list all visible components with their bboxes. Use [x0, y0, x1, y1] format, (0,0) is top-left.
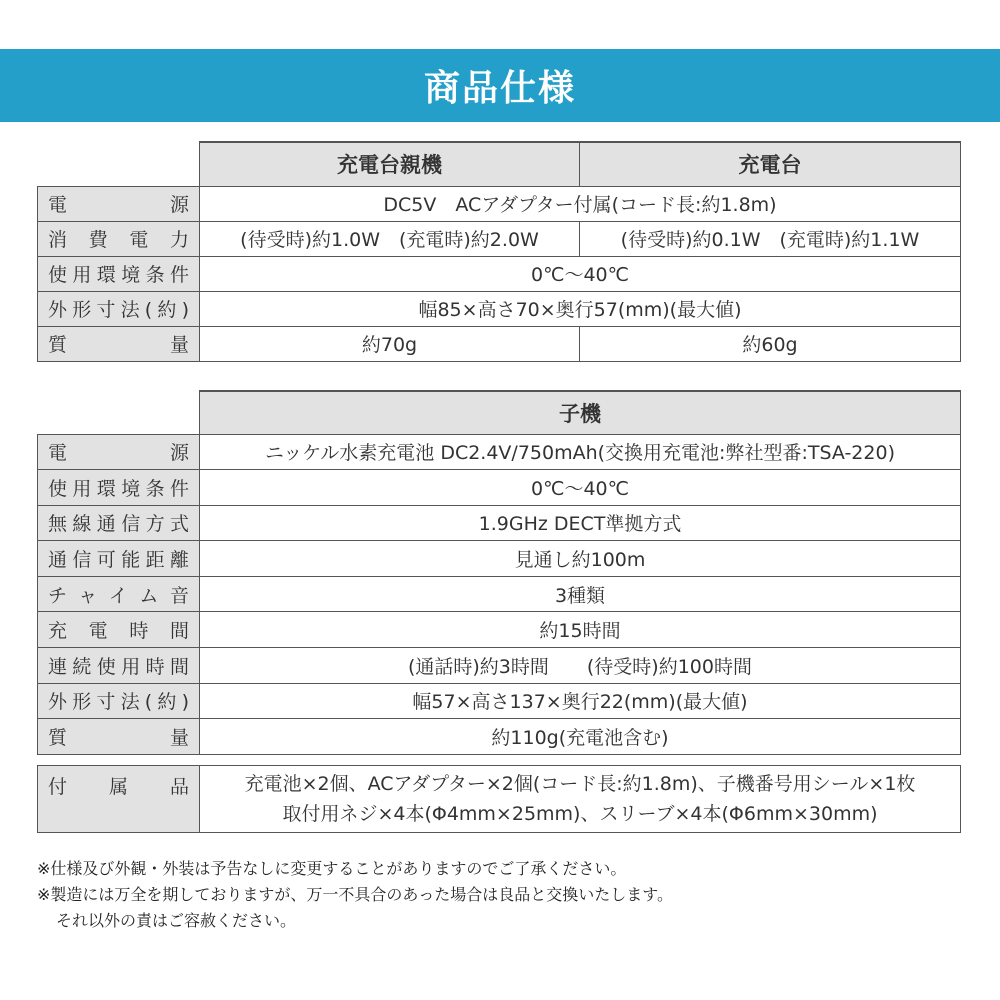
- accessories-table: [37, 765, 961, 833]
- note-2: ※製造には万全を期しておりますが、万一不具合のあった場合は良品と交換いたします。: [37, 885, 673, 904]
- col-header-charger: 充電台: [580, 142, 961, 186]
- table-row: [38, 612, 961, 648]
- table-row: [38, 186, 961, 221]
- table-header-row: [38, 391, 961, 434]
- weight-charger-value: 約60g: [580, 326, 961, 361]
- row-label-charge-time: 充電時間: [38, 612, 200, 648]
- consumption-charger-value: (待受時)約0.1W (充電時)約1.1W: [580, 221, 961, 256]
- charge-time-value: 約15時間: [200, 612, 961, 648]
- row-label-range: 通信可能距離: [38, 541, 200, 577]
- row-label-usage-time: 連続使用時間: [38, 648, 200, 684]
- table-row: [38, 256, 961, 291]
- header-blank-cell: [38, 391, 200, 434]
- row-label-accessories: 付 属 品: [38, 766, 200, 833]
- table-row: [38, 719, 961, 755]
- handset-power-value: ニッケル水素充電池 DC2.4V/750mAh(交換用充電池:弊社型番:TSA-220): [200, 434, 961, 470]
- chime-value: 3種類: [200, 576, 961, 612]
- note-1: ※仕様及び外観・外装は予告なしに変更することがありますのでご了承ください。: [37, 859, 627, 878]
- row-label-dimensions: 外形寸法(約): [38, 683, 200, 719]
- table-row: [38, 766, 961, 833]
- row-label-weight: 質 量: [38, 719, 200, 755]
- row-label-environment: 使用環境条件: [38, 470, 200, 506]
- range-value: 見通し約100m: [200, 541, 961, 577]
- handset-environment-value: 0℃～40℃: [200, 470, 961, 506]
- col-header-base-station: 充電台親機: [200, 142, 580, 186]
- table-header-row: [38, 142, 961, 186]
- table-row: [38, 576, 961, 612]
- accessories-line-2: 取付用ネジ×4本(Φ4mm×25mm)、スリーブ×4本(Φ6mm×30mm): [282, 803, 878, 825]
- row-label-wireless: 無線通信方式: [38, 505, 200, 541]
- table-row: [38, 434, 961, 470]
- row-label-dimensions: 外形寸法(約): [38, 291, 200, 326]
- handset-dimensions-value: 幅57×高さ137×奥行22(mm)(最大値): [200, 683, 961, 719]
- handset-weight-value: 約110g(充電池含む): [200, 719, 961, 755]
- accessories-value: [200, 766, 961, 833]
- row-label-power: 電 源: [38, 434, 200, 470]
- table-row: [38, 326, 961, 361]
- table-row: [38, 470, 961, 506]
- table-row: [38, 221, 961, 256]
- handset-spec-table: [37, 390, 961, 755]
- weight-base-value: 約70g: [200, 326, 580, 361]
- footnotes: [37, 856, 967, 934]
- base-spec-table: [37, 141, 961, 362]
- row-label-chime: チャイム音: [38, 576, 200, 612]
- row-label-environment: 使用環境条件: [38, 256, 200, 291]
- header-blank-cell: [38, 142, 200, 186]
- table-row: [38, 291, 961, 326]
- usage-time-value: (通話時)約3時間 (待受時)約100時間: [200, 648, 961, 684]
- row-label-consumption: 消費電力: [38, 221, 200, 256]
- table-row: [38, 648, 961, 684]
- col-header-handset: 子機: [200, 391, 961, 434]
- page-title: 商品仕様: [0, 49, 1000, 122]
- power-value: DC5V ACアダプター付属(コード長:約1.8m): [200, 186, 961, 221]
- row-label-weight: 質 量: [38, 326, 200, 361]
- table-row: [38, 505, 961, 541]
- wireless-value: 1.9GHz DECT準拠方式: [200, 505, 961, 541]
- row-label-power: 電 源: [38, 186, 200, 221]
- accessories-line-1: 充電池×2個、ACアダプター×2個(コード長:約1.8m)、子機番号用シール×1枚: [244, 773, 916, 795]
- environment-value: 0℃～40℃: [200, 256, 961, 291]
- dimensions-value: 幅85×高さ70×奥行57(mm)(最大値): [200, 291, 961, 326]
- consumption-base-value: (待受時)約1.0W (充電時)約2.0W: [200, 221, 580, 256]
- table-row: [38, 683, 961, 719]
- table-row: [38, 541, 961, 577]
- note-3: それ以外の責はご容赦ください。: [56, 911, 297, 930]
